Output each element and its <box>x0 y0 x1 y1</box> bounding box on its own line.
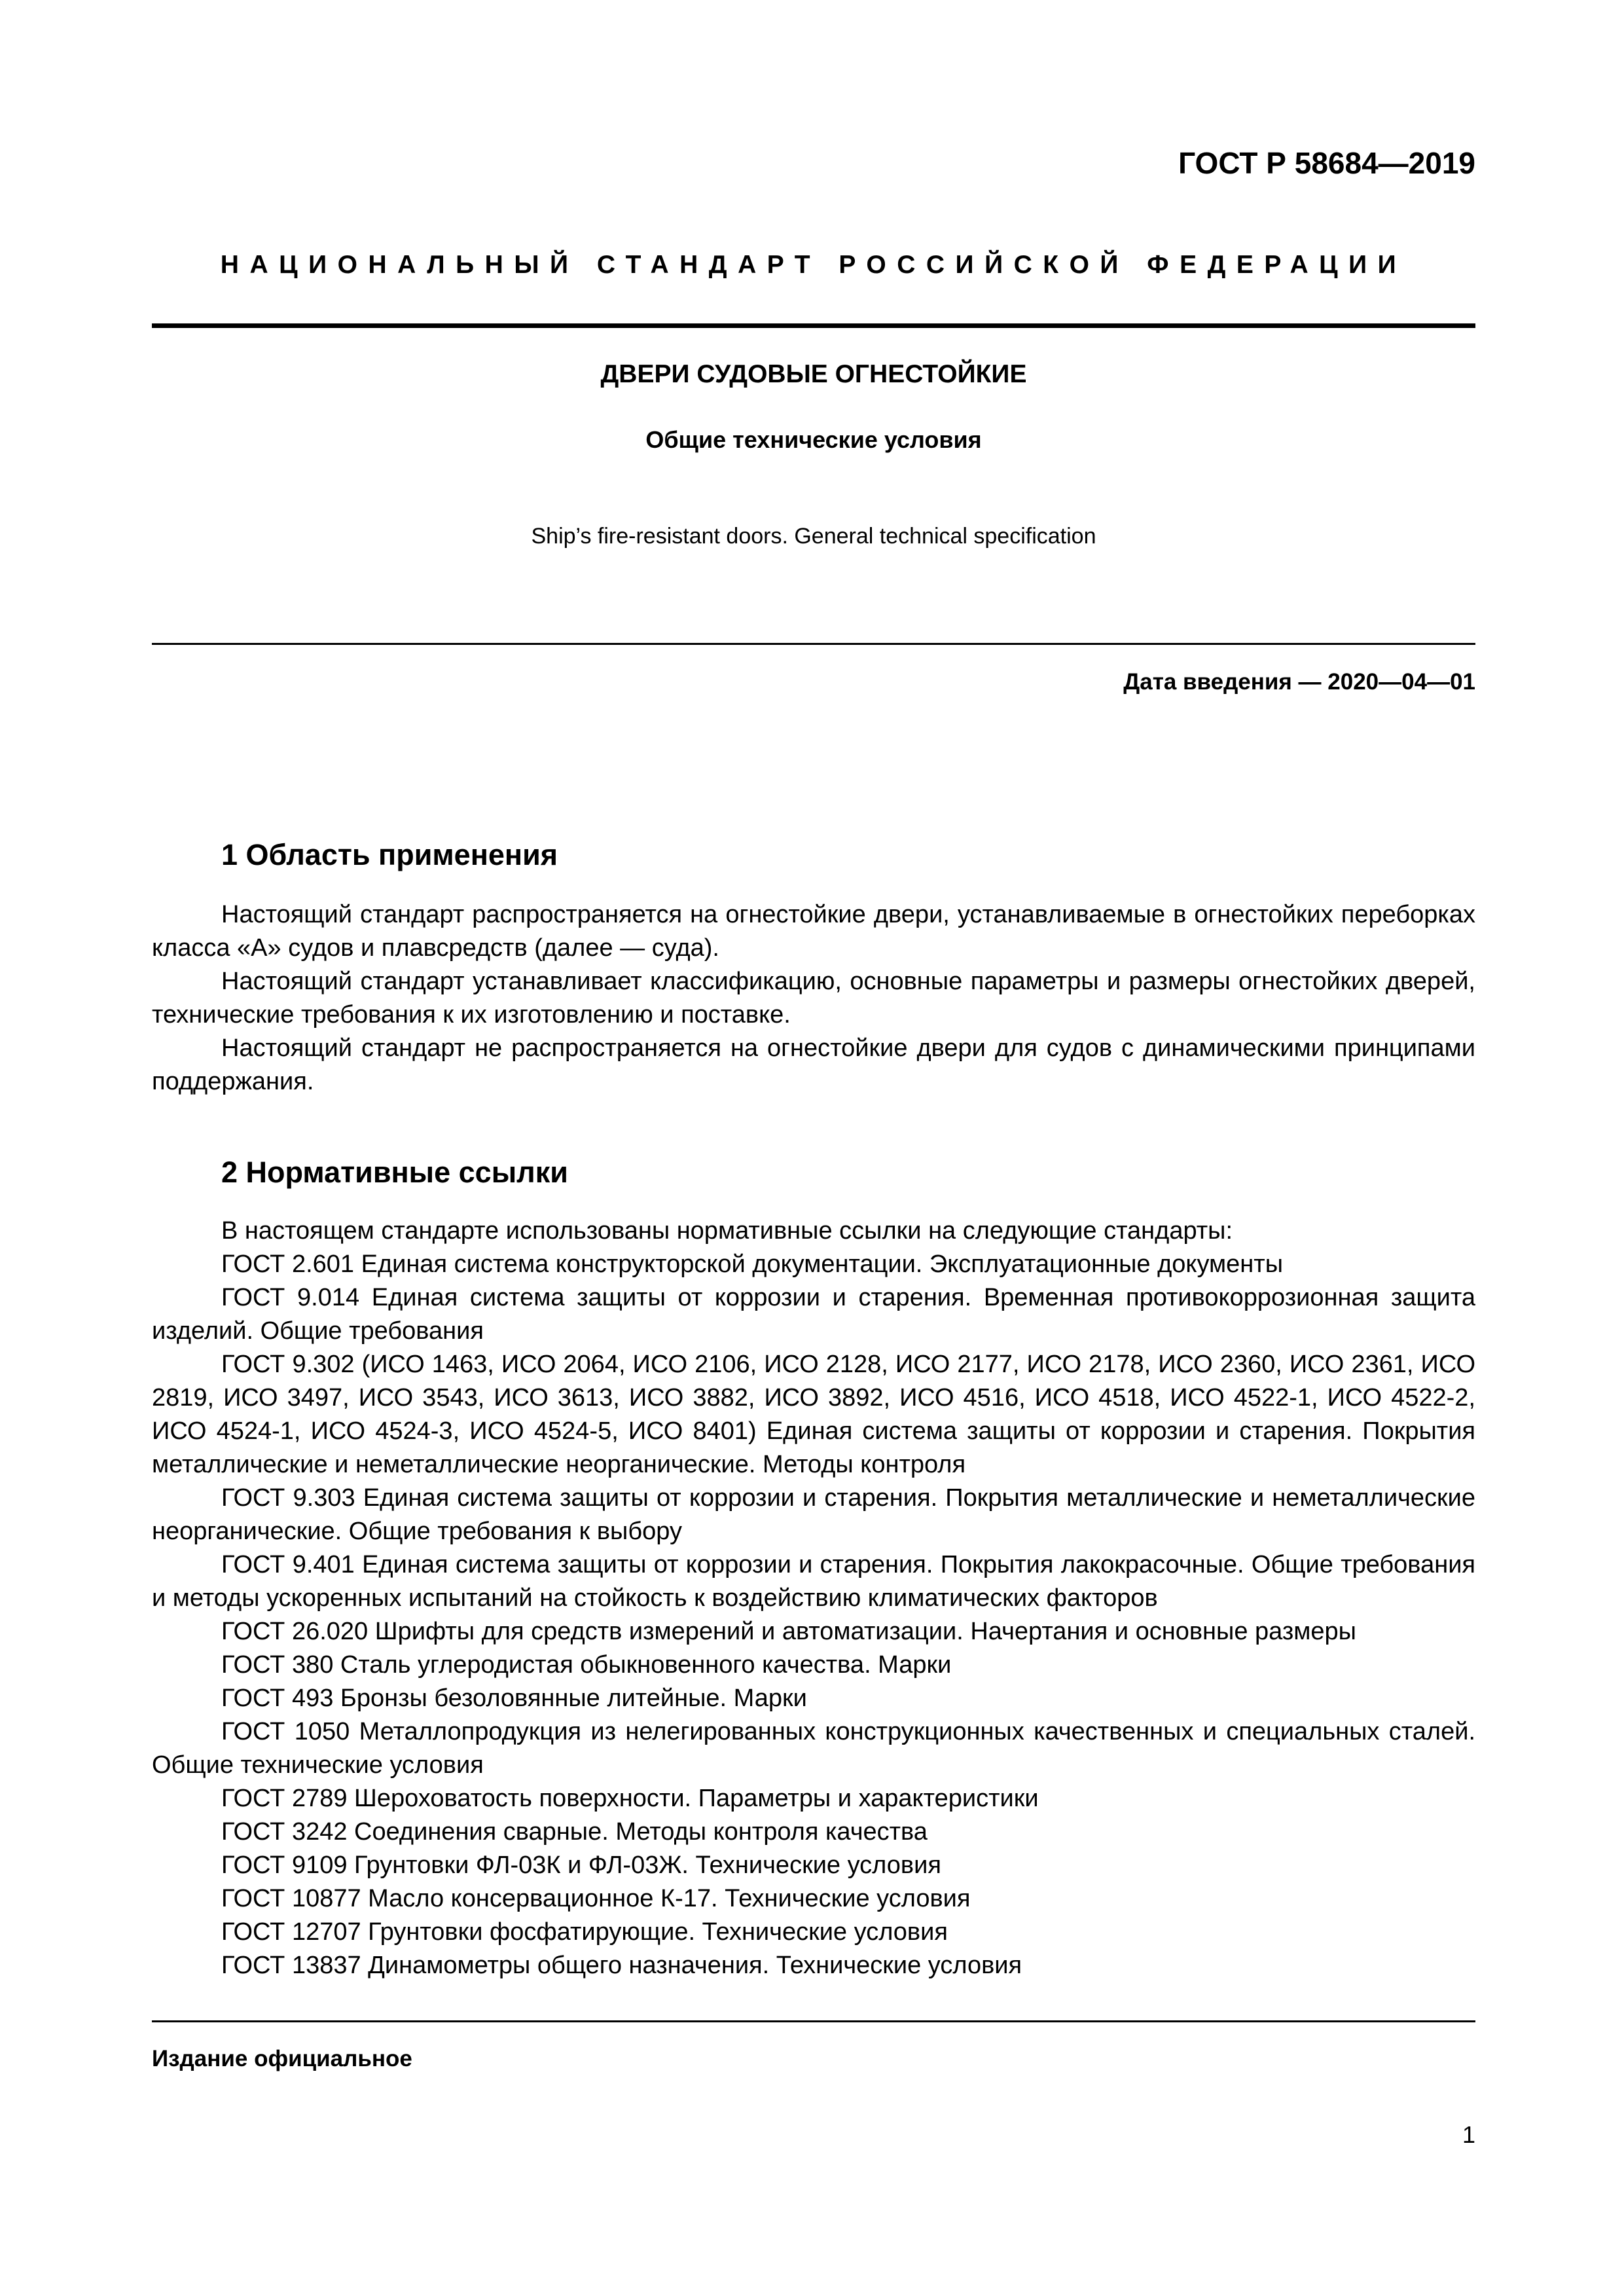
official-edition-label: Издание официальное <box>152 2046 412 2071</box>
section-1-paragraph: Настоящий стандарт не распространяется на огнестойкие двери для судов с динамическими принципами поддержания. <box>152 1034 1475 1095</box>
reference-item: ГОСТ 13837 Динамометры общего назначения. Технические условия <box>221 1952 1022 1979</box>
references-intro: В настоящем стандарте использованы нормативные ссылки на следующие стандарты: <box>221 1217 1233 1245</box>
reference-item: ГОСТ 2.601 Единая система конструкторской документации. Эксплуатационные документы <box>221 1250 1284 1278</box>
section-2-heading: 2 Нормативные ссылки <box>221 1156 568 1189</box>
section-1-paragraph: Настоящий стандарт распространяется на огнестойкие двери, устанавливаемые в огнестойких переборках класса «А» судов и плавсредств (далее — суда). <box>152 901 1475 962</box>
page-number: 1 <box>1462 2121 1475 2148</box>
national-standard-banner: НАЦИОНАЛЬНЫЙ СТАНДАРТ РОССИЙСКОЙ ФЕДЕРАЦИИ <box>220 251 1407 279</box>
document-subtitle: Общие технические условия <box>645 426 982 453</box>
reference-item: ГОСТ 12707 Грунтовки фосфатирующие. Технические условия <box>221 1918 948 1946</box>
reference-item: ГОСТ 26.020 Шрифты для средств измерений и автоматизации. Начертания и основные размеры <box>221 1618 1356 1645</box>
section-1-heading: 1 Область применения <box>221 838 558 871</box>
section-1-paragraph: Настоящий стандарт устанавливает классификацию, основные параметры и размеры огнестойких дверей, технические требования к их изготовлению и поставке. <box>152 968 1475 1029</box>
reference-item: ГОСТ 9.302 (ИСО 1463, ИСО 2064, ИСО 2106, ИСО 2128, ИСО 2177, ИСО 2178, ИСО 2360, ИСО 2361, ИСО 2819, ИСО 3497, ИСО 3543, ИСО 3613, ИСО 3882, ИСО 3892, ИСО 4516, ИСО 4518, ИСО 4522-1, ИСО 4522-2, ИСО 4524-1, ИСО 4524-3, ИСО 4524-5, ИСО 8401) Единая система защиты от коррозии и старения. Покрытия металлические и неметаллические неорганические. Методы контроля <box>152 1351 1475 1478</box>
reference-item: ГОСТ 9.303 Единая система защиты от коррозии и старения. Покрытия металлические и неметаллические неорганические. Общие требования к выбору <box>152 1484 1475 1545</box>
reference-item: ГОСТ 1050 Металлопродукция из нелегированных конструкционных качественных и специальных сталей. Общие технические условия <box>152 1718 1475 1779</box>
reference-item: ГОСТ 9.014 Единая система защиты от коррозии и старения. Временная противокоррозионная защита изделий. Общие требования <box>152 1284 1475 1345</box>
section-1-body <box>152 898 1475 1099</box>
normative-references-list <box>152 1214 1475 1982</box>
document-number: ГОСТ Р 58684—2019 <box>1178 146 1475 180</box>
reference-item: ГОСТ 380 Сталь углеродистая обыкновенного качества. Марки <box>221 1651 952 1679</box>
reference-item: ГОСТ 493 Бронзы безоловянные литейные. Марки <box>221 1685 807 1712</box>
reference-item: ГОСТ 2789 Шероховатость поверхности. Параметры и характеристики <box>221 1785 1039 1812</box>
title-divider <box>152 643 1475 645</box>
footer-divider <box>152 2020 1475 2022</box>
header-divider <box>152 323 1475 328</box>
document-title: ДВЕРИ СУДОВЫЕ ОГНЕСТОЙКИЕ <box>600 360 1027 388</box>
english-title: Ship’s fire-resistant doors. General technical specification <box>531 524 1096 549</box>
reference-item: ГОСТ 9109 Грунтовки ФЛ-03К и ФЛ-03Ж. Технические условия <box>221 1851 941 1879</box>
reference-item: ГОСТ 3242 Соединения сварные. Методы контроля качества <box>221 1818 928 1846</box>
reference-item: ГОСТ 9.401 Единая система защиты от коррозии и старения. Покрытия лакокрасочные. Общие требования и методы ускоренных испытаний на стойкость к воздействию климатических факторов <box>152 1551 1475 1612</box>
introduction-date: Дата введения — 2020—04—01 <box>1123 669 1475 695</box>
reference-item: ГОСТ 10877 Масло консервационное К-17. Технические условия <box>221 1885 971 1912</box>
